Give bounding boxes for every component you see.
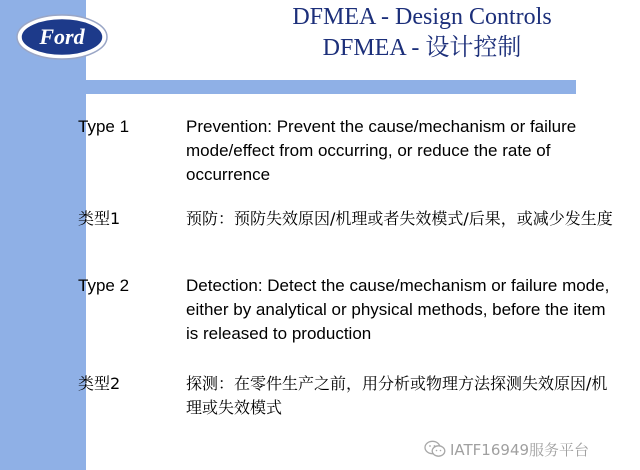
title-line-chinese: DFMEA - 设计控制 [322,35,522,61]
item-label: Type 2 [78,276,130,295]
ford-logo-text: Ford [39,24,85,49]
item-label: Type 1 [78,117,130,136]
item-text: 探测：在零件生产之前，用分析或物理方法探测失效原因/机理或失效模式 [186,374,608,417]
title-line-english: DFMEA - Design Controls [292,4,552,30]
watermark-text: IATF16949服务平台 [450,440,590,459]
item-text: Detection: Detect the cause/mechanism or failure mode, either by analytical or physical methods, before the item is released to production [186,276,610,343]
watermark [424,438,589,460]
item-label: 类型2 [78,374,121,393]
wechat-icon [424,440,446,458]
item-label: 类型1 [78,209,121,228]
item-text: Prevention: Prevent the cause/mechanism or failure mode/effect from occurring, or reduce the rate of occurrence [186,117,577,184]
item-text: 预防：预防失效原因/机理或者失效模式/后果，或减少发生度 [186,209,613,228]
